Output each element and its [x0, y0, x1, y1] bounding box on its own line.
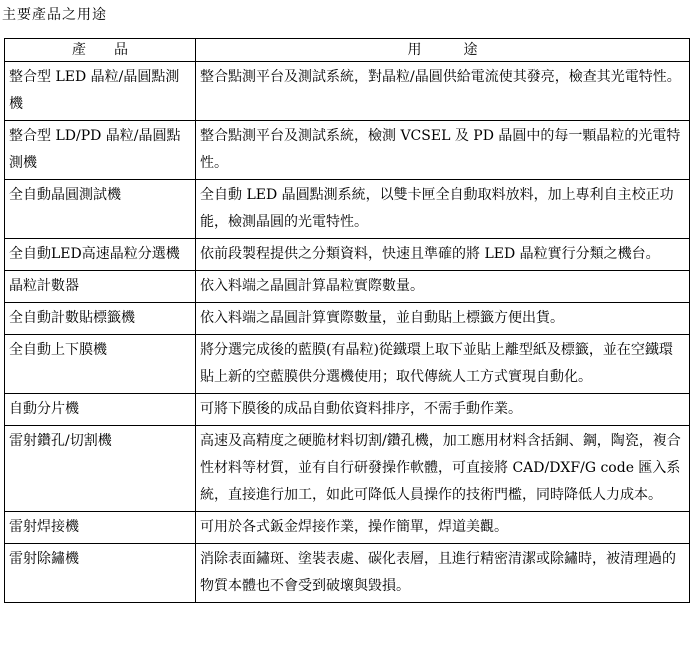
usage-cell: 依入料端之晶圓計算實際數量，並自動貼上標籤方便出貨。 [196, 303, 690, 335]
table-row [5, 239, 690, 271]
usage-cell: 整合點測平台及測試系統，對晶粒/晶圓供給電流使其發亮，檢查其光電特性。 [196, 62, 690, 121]
header-usage: 用 途 [196, 39, 690, 62]
table-row [5, 335, 690, 394]
product-cell: 全自動LED高速晶粒分選機 [5, 239, 196, 271]
usage-cell: 消除表面鏽斑、塗裝表處、碳化表層，且進行精密清潔或除鏽時，被清理過的物質本體也不會受到破壞與毀損。 [196, 544, 690, 603]
table-row [5, 512, 690, 544]
product-cell: 整合型 LD/PD 晶粒/晶圓點測機 [5, 121, 196, 180]
usage-cell: 將分選完成後的藍膜(有晶粒)從鐵環上取下並貼上離型紙及標籤，並在空鐵環貼上新的空藍膜供分選機使用；取代傳統人工方式實現自動化。 [196, 335, 690, 394]
table-row [5, 271, 690, 303]
table-row [5, 62, 690, 121]
product-cell: 雷射焊接機 [5, 512, 196, 544]
table-row [5, 426, 690, 512]
table-row [5, 394, 690, 426]
table-row [5, 303, 690, 335]
product-cell: 晶粒計數器 [5, 271, 196, 303]
product-cell: 雷射除鏽機 [5, 544, 196, 603]
product-cell: 整合型 LED 晶粒/晶圓點測機 [5, 62, 196, 121]
usage-cell: 可用於各式鈑金焊接作業，操作簡單，焊道美觀。 [196, 512, 690, 544]
usage-cell: 高速及高精度之硬脆材料切割/鑽孔機，加工應用材料含括銅、鋼，陶瓷，複合性材料等材質，並有自行研發操作軟體，可直接將 CAD/DXF/G code 匯入系統，直接進行加工，如此可降低人員操作的技術門檻，同時降低人力成本。 [196, 426, 690, 512]
product-cell: 全自動晶圓測試機 [5, 180, 196, 239]
table-row [5, 180, 690, 239]
product-usage-table [4, 38, 690, 603]
table-header-row [5, 39, 690, 62]
usage-cell: 依前段製程提供之分類資料，快速且準確的將 LED 晶粒實行分類之機台。 [196, 239, 690, 271]
product-cell: 全自動上下膜機 [5, 335, 196, 394]
usage-cell: 依入料端之晶圓計算晶粒實際數量。 [196, 271, 690, 303]
product-cell: 雷射鑽孔/切割機 [5, 426, 196, 512]
usage-cell: 整合點測平台及測試系統，檢測 VCSEL 及 PD 晶圓中的每一顆晶粒的光電特性。 [196, 121, 690, 180]
product-cell: 全自動計數貼標籤機 [5, 303, 196, 335]
usage-cell: 全自動 LED 晶圓點測系統，以雙卡匣全自動取料放料，加上專利自主校正功能，檢測晶圓的光電特性。 [196, 180, 690, 239]
page-title: 主要產品之用途 [2, 7, 107, 23]
product-cell: 自動分片機 [5, 394, 196, 426]
table-row [5, 121, 690, 180]
table-row [5, 544, 690, 603]
header-product: 產 品 [5, 39, 196, 62]
usage-cell: 可將下膜後的成品自動依資料排序，不需手動作業。 [196, 394, 690, 426]
